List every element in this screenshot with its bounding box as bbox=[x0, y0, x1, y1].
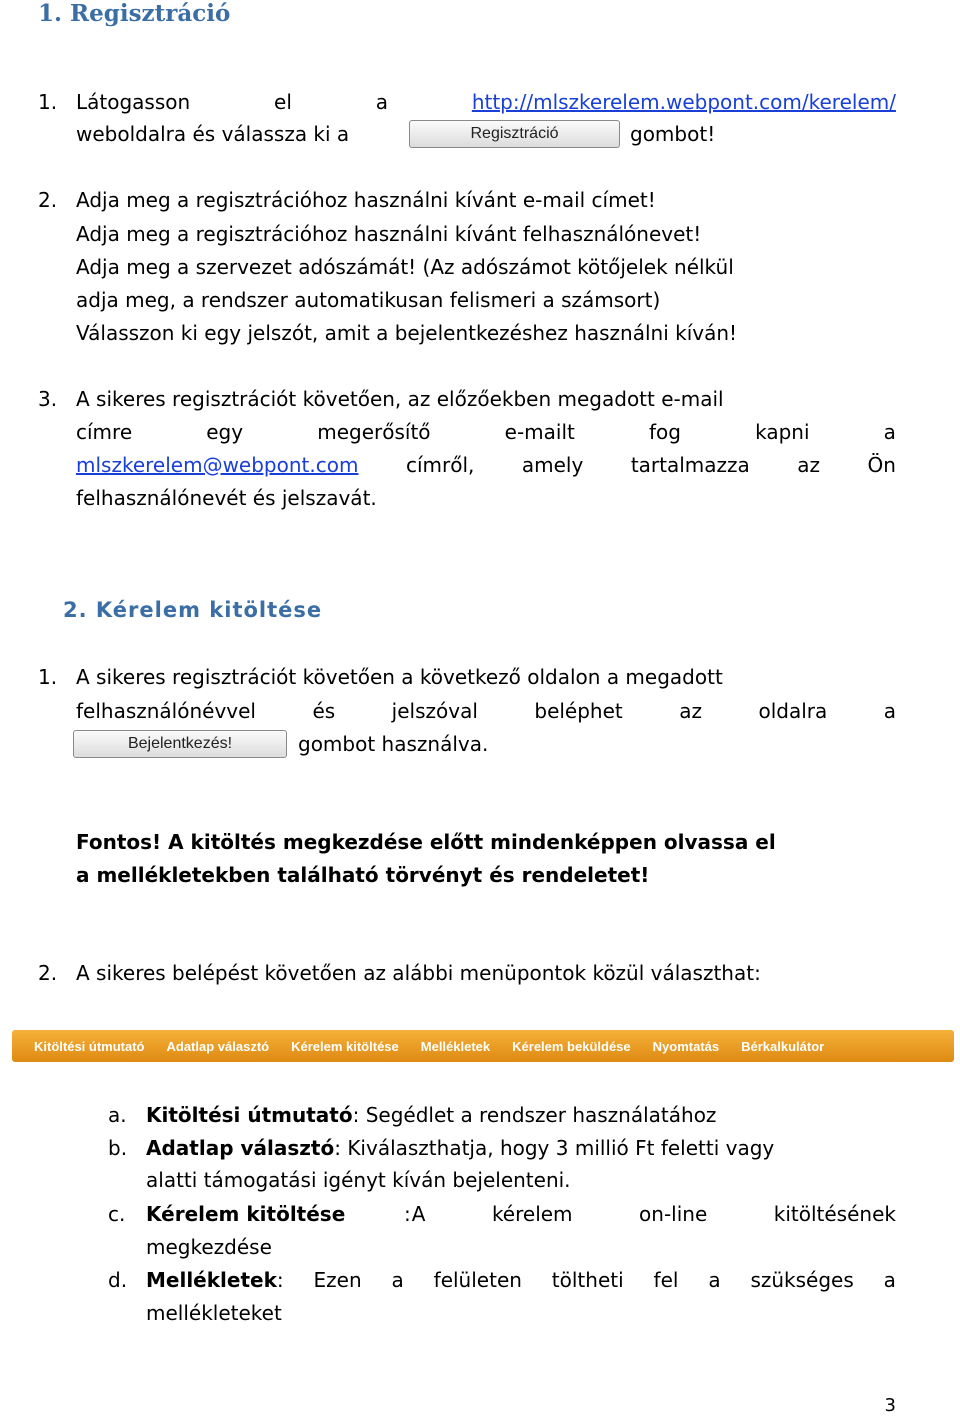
word: a bbox=[708, 1268, 721, 1292]
word: töltheti bbox=[551, 1268, 624, 1292]
word: címről, bbox=[405, 453, 475, 477]
menu-item-application-submit[interactable]: Kérelem beküldése bbox=[512, 1038, 631, 1054]
page-number: 3 bbox=[884, 1395, 896, 1416]
word: fel bbox=[653, 1268, 679, 1292]
list-letter: b. bbox=[108, 1136, 128, 1160]
word: a bbox=[375, 90, 388, 114]
word: jelszóval bbox=[391, 699, 478, 723]
step2-line3: Adja meg a szervezet adószámát! (Az adószámot kötőjelek nélkül bbox=[76, 255, 734, 279]
colon: : bbox=[404, 1202, 411, 1226]
step3-line1: A sikeres regisztrációt követően, az előzőekben megadott e-mail bbox=[76, 387, 724, 411]
word: megerősítő bbox=[317, 420, 431, 444]
step3-line4: felhasználónevét és jelszavát. bbox=[76, 486, 377, 510]
step-number: 3. bbox=[38, 387, 58, 411]
word: a bbox=[883, 1268, 896, 1292]
step2-line1: Adja meg a regisztrációhoz használni kívánt e-mail címet! bbox=[76, 188, 656, 212]
list-item-b bbox=[146, 1136, 774, 1160]
word: on-line bbox=[639, 1202, 708, 1226]
word: tartalmazza bbox=[630, 453, 750, 477]
s2-step1-line3: gombot használva. bbox=[298, 732, 489, 756]
colon: : bbox=[276, 1268, 284, 1292]
step1-line2-after: gombot! bbox=[630, 122, 716, 146]
step2-line2: Adja meg a regisztrációhoz használni kívánt felhasználónevet! bbox=[76, 222, 702, 246]
menu-item-fill-guide[interactable]: Kitöltési útmutató bbox=[34, 1038, 145, 1054]
list-letter: c. bbox=[108, 1202, 126, 1226]
list-term: Kitöltési útmutató bbox=[146, 1103, 353, 1127]
registration-url-link[interactable]: http://mlszkerelem.webpont.com/kerelem/ bbox=[471, 90, 896, 114]
word: felhasználónévvel bbox=[76, 699, 256, 723]
word: felületen bbox=[433, 1268, 522, 1292]
menu-bar bbox=[12, 1030, 954, 1062]
word: e-mailt bbox=[504, 420, 575, 444]
word: a bbox=[883, 420, 896, 444]
word: Ezen bbox=[313, 1268, 362, 1292]
word: Ön bbox=[867, 453, 896, 477]
step1-line1 bbox=[76, 90, 896, 114]
registration-button[interactable]: Regisztráció bbox=[409, 120, 620, 148]
list-item-a bbox=[146, 1103, 716, 1127]
word: az bbox=[679, 699, 702, 723]
step-number: 2. bbox=[38, 961, 58, 985]
word: el bbox=[274, 90, 292, 114]
word: kérelem bbox=[491, 1202, 573, 1226]
email-link[interactable]: mlszkerelem@webpont.com bbox=[76, 453, 359, 477]
step3-line3 bbox=[76, 453, 896, 477]
word: kitöltésének bbox=[773, 1202, 896, 1226]
list-term-with-colon bbox=[146, 1268, 284, 1292]
section-title-application: 2. Kérelem kitöltése bbox=[63, 598, 323, 622]
step-number: 1. bbox=[38, 665, 58, 689]
step1-line2-before: weboldalra és válassza ki a bbox=[76, 122, 350, 146]
important-line1: Fontos! A kitöltés megkezdése előtt mindenképpen olvassa el bbox=[76, 830, 776, 854]
menu-item-attachments[interactable]: Mellékletek bbox=[420, 1038, 491, 1054]
word: az bbox=[797, 453, 821, 477]
list-desc: : Segédlet a rendszer használatához bbox=[352, 1103, 717, 1127]
menu-item-wage-calculator[interactable]: Bérkalkulátor bbox=[741, 1038, 825, 1054]
word: amely bbox=[521, 453, 584, 477]
s2-step2-text: A sikeres belépést követően az alábbi menüpontok közül választhat: bbox=[76, 961, 761, 985]
step-number: 1. bbox=[38, 90, 58, 114]
word: beléphet bbox=[534, 699, 623, 723]
word: Látogasson bbox=[76, 90, 191, 114]
list-term: Adatlap választó bbox=[146, 1136, 335, 1160]
list-term: Kérelem kitöltése bbox=[146, 1202, 346, 1226]
step-number: 2. bbox=[38, 188, 58, 212]
word: a bbox=[883, 699, 896, 723]
section-title-registration: 1. Regisztráció bbox=[38, 0, 231, 27]
menu-item-application-fill[interactable]: Kérelem kitöltése bbox=[291, 1038, 399, 1054]
word: szükséges bbox=[750, 1268, 854, 1292]
word: kapni bbox=[755, 420, 810, 444]
list-desc-cont: megkezdése bbox=[146, 1235, 272, 1259]
menu-item-print[interactable]: Nyomtatás bbox=[652, 1038, 720, 1054]
menu-item-datasheet-selector[interactable]: Adatlap választó bbox=[166, 1038, 270, 1054]
list-desc: : Kiválaszthatja, hogy 3 millió Ft feletti vagy bbox=[334, 1136, 775, 1160]
s2-step1-line2 bbox=[76, 699, 896, 723]
list-item-d bbox=[146, 1268, 896, 1292]
word: és bbox=[312, 699, 336, 723]
word: oldalra bbox=[758, 699, 828, 723]
important-line2: a mellékletekben található törvényt és rendeletet! bbox=[76, 863, 650, 887]
step2-line4: adja meg, a rendszer automatikusan felismeri a számsort) bbox=[76, 288, 661, 312]
word: címre bbox=[76, 420, 133, 444]
list-item-c bbox=[146, 1202, 896, 1226]
word: fog bbox=[649, 420, 681, 444]
list-desc-cont: mellékleteket bbox=[146, 1301, 282, 1325]
login-button[interactable]: Bejelentkezés! bbox=[73, 730, 287, 758]
word: egy bbox=[206, 420, 244, 444]
s2-step1-line1: A sikeres regisztrációt követően a következő oldalon a megadott bbox=[76, 665, 723, 689]
word: A bbox=[411, 1202, 426, 1226]
step3-line2 bbox=[76, 420, 896, 444]
list-letter: d. bbox=[108, 1268, 128, 1292]
list-letter: a. bbox=[108, 1103, 127, 1127]
step2-line5: Válasszon ki egy jelszót, amit a bejelentkezéshez használni kíván! bbox=[76, 321, 738, 345]
list-term: Mellékletek bbox=[146, 1268, 277, 1292]
word: a bbox=[391, 1268, 404, 1292]
list-desc-cont: alatti támogatási igényt kíván bejelenteni. bbox=[146, 1168, 571, 1192]
